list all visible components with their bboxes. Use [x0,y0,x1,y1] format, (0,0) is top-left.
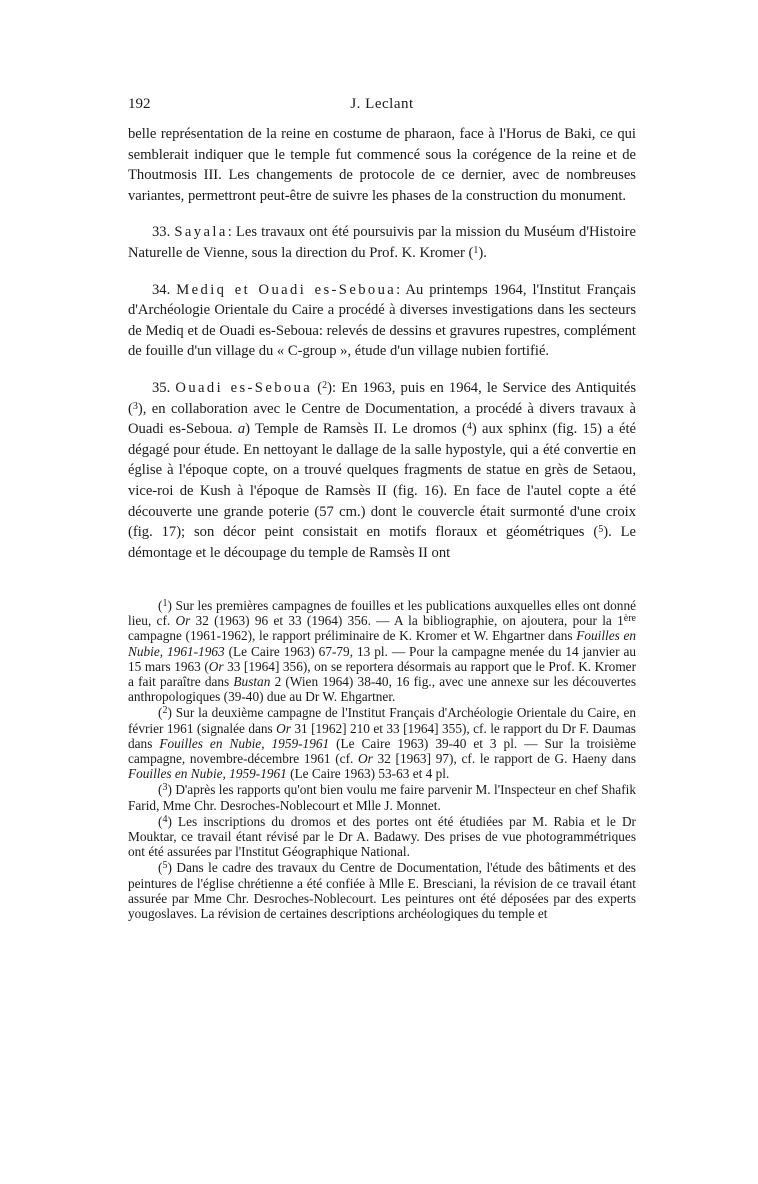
footnote-text: (Le Caire 1963) 39-40 et 3 pl. — Sur la troisième campagne, novembre-décembre 1961 (cf. [128,735,636,767]
page-number: 192 [128,96,151,112]
footnote-text: (Le Caire 1963) 53-63 et 4 pl. [286,766,450,782]
footnote-marker: 5 [162,860,168,872]
section-34 [128,280,636,362]
journal-abbrev: Or [175,613,191,629]
journal-abbrev: Or [276,720,291,736]
journal-abbrev: Or [358,751,373,767]
section-35: 35. Ouadi es-Seboua ($^2$): En 1963, puis en 1964, le Service des Antiquités ($^3$), en collaboration avec le Centre de Documentation, a procédé à divers travaux à Ouadi es-Seboua. a) Temple de Ramsès II. Le dromos ($^4$) aux sphinx (fig. 15) a été dégagé pour étude. En nettoyant le dallage de la salle hypostyle, qui a été convertie en église à l'époque copte, on a trouvé quelques fragments de statue en grès de Setaou, vice-roi de Kush à l'époque de Ramsès II (fig. 16). En face de l'autel copte a été découverte une grande poterie (57 cm.) dont le couvercle était surmonté d'une croix (fig. 17); son décor peint consistait en motifs floraux et géométriques ($^5$). Le démontage et le découpage du temple de Ramsès II ont [128,379,637,561]
paragraph-continuation: belle représentation de la reine en costume de pharaon, face à l'Horus de Baki, ce qui semblerait indiquer que le temple fut commencé sous la corégence de la reine et de Thoutmosis III. Les changements de protocole de ce dernier, avec de nombreuses variantes, permettront peut-être de suivre les phases de la construction du monument. [128,126,636,204]
footnote-4: ($^4$) Les inscriptions du dromos et des portes ont été étudiées par M. Rabia et le Dr Mouktar, ce travail étant révisé par le Dr A. Badawy. Des prises de vue photogrammétriques ont été assurées par l'Institut Géographique National. [128,813,636,860]
footnote-text: 2 (Wien 1964) 38-40, 16 fig., avec une annexe sur les découvertes anthropologiques (39-40) due au Dr W. Ehgartner. [128,674,636,705]
ordinal-suffix: ère [623,613,636,625]
journal-abbrev: Or [208,658,224,674]
footnote-ref: 4 [466,421,472,433]
body-text [128,124,636,563]
footnote-ref: 2 [322,379,328,391]
footnote-marker: 1 [162,598,168,609]
section-number: 34. [152,281,171,298]
footnote-1: ($^1$) Sur les premières campagnes de fouilles et les publications auxquelles elles ont donné lieu, cf. Or 32 (1963) 96 et 33 (1964) 356. — A la bibliographie, on ajoutera, pour la 1ère campagne (1961-1962), le rapport préliminaire de K. Kromer et W. Ehgartner dans Fouilles en Nubie, 1961-1963 (Le Caire 1963) 67-79, 13 pl. — Pour la campagne menée du 14 janvier au 15 mars 1963 (Or 33 [1964] 356), on se reportera désormais au rapport que le Prof. K. Kromer a fait paraître dans Bustan 2 (Wien 1964) 38-40, 16 fig., avec une annexe sur les découvertes anthropologiques (39-40) due au Dr W. Ehgartner. [128,598,637,705]
footnote-ref: 1 [473,244,479,256]
footnote-marker: 4 [162,813,168,825]
section-text: ). Le démontage et le découpage du temple de Ramsès II ont [128,524,636,561]
section-text: ) aux sphinx (fig. 15) a été dégagé pour étude. En nettoyant le dallage de la salle hypostyle, qui a été convertie en église à l'époque copte, on a trouvé quelques fragments de statue en grès de Setaou, vice-roi de Kush à l'époque de Ramsès II (fig. 16). En face de l'autel copte a été découverte une grande poterie (57 cm.) dont le couvercle était surmonté d'une croix (fig. 17); son décor peint consistait en motifs floraux et géométriques ( [128,421,637,541]
section-text: : Au printemps 1964, l'Institut Français d'Archéologie Orientale du Caire a procédé à diverses investigations dans les secteurs de Mediq et de Ouadi es-Seboua: relevés de dessins et gravures rupestres, complément de fouille d'un village du « C-group », étude d'un village nubien fortifié. [128,281,636,360]
footnote-text: D'après les rapports qu'ont bien voulu me faire parvenir M. l'Inspecteur en chef Shafik Farid, Mme Chr. Desroches-Noblecourt et Mlle J. Monnet. [128,782,636,813]
publication-title: Fouilles en Nubie, 1961-1963 [128,628,637,659]
footnote-marker: 2 [162,705,168,717]
section-text: ). [478,244,487,261]
site-name: Ouadi es-Seboua [175,379,313,396]
running-head-author: J. Leclant [350,96,414,112]
section-text: : Les travaux ont été poursuivis par la mission du Muséum d'Histoire Naturelle de Vienne, sous la direction du Prof. K. Kromer ( [128,224,636,261]
footnote-text: Les inscriptions du dromos et des portes ont été étudiées par M. Rabia et le Dr Mouktar, ce travail étant révisé par le Dr A. Badawy. Des prises de vue photogrammétriques ont été assurées par l'Institut Géographique National. [128,813,636,860]
footnote-text: (Le Caire 1963) 67-79, 13 pl. — Pour la campagne menée du 14 janvier au 15 mars 1963 ( [128,643,637,674]
footnote-2: ($^2$) Sur la deuxième campagne de l'Institut Français d'Archéologie Orientale du Caire, en février 1961 (signalée dans Or 31 [1962] 210 et 33 [1964] 355), cf. le rapport du Dr F. Daumas dans Fouilles en Nubie, 1959-1961 (Le Caire 1963) 39-40 et 3 pl. — Sur la troisième campagne, novembre-décembre 1961 (cf. Or 32 [1963] 97), cf. le rapport de G. Haeny dans Fouilles en Nubie, 1959-1961 (Le Caire 1963) 53-63 et 4 pl. [128,705,636,782]
section-33 [128,222,636,263]
page [128,96,636,579]
section-number: 35. [152,379,171,396]
footnote-ref: 3 [132,400,138,412]
list-label: a [237,421,246,438]
running-head [128,96,636,118]
section-text: ), en collaboration avec le Centre de Documentation, a procédé à divers travaux à Ouadi es-Seboua. [128,400,636,438]
footnote-ref: 5 [598,524,604,536]
site-name: Sayala [174,224,228,241]
section-number: 33. [152,224,171,241]
footnotes [128,598,636,922]
journal-title: Bustan [233,674,271,690]
footnote-text: campagne (1961-1962), le rapport préliminaire de K. Kromer et W. Ehgartner dans [128,628,577,644]
footnote-text: Dans le cadre des travaux du Centre de Documentation, l'étude des bâtiments et des peintures de l'église chrétienne a été confiée à Mlle E. Bresciani, la révision de ce travail étant assurée par Mme Chr. Desroches-Noblecourt. Les peintures ont été déposées par des experts yougoslaves. La révision de certaines descriptions archéologiques du temple et [128,860,636,922]
site-name: Mediq et Ouadi es-Seboua [176,281,397,298]
publication-title: Fouilles en Nubie, 1959-1961 [159,735,330,751]
footnote-text: 32 (1963) 96 et 33 (1964) 356. — A la bibliographie, on ajoutera, pour la [190,613,618,629]
footnote-text: 31 [1962] 210 et 33 [1964] 355), cf. le rapport du Dr F. Daumas dans [128,720,636,751]
footnote-text: 33 [1964] 356), on se reportera désormais au rapport que le Prof. K. Kromer a fait paraître dans [128,658,637,690]
section-text: : En 1963, puis en 1964, le Service des Antiquités ( [128,379,637,417]
footnote-text: 32 [1963] 97), cf. le rapport de G. Haeny dans [372,751,636,767]
publication-title: Fouilles en Nubie, 1959-1961 [128,766,287,782]
footnote-3: ($^3$) D'après les rapports qu'ont bien voulu me faire parvenir M. l'Inspecteur en chef Shafik Farid, Mme Chr. Desroches-Noblecourt et Mlle J. Monnet. [128,782,636,813]
footnote-marker: 3 [162,782,168,794]
section-text: ) Temple de Ramsès II. Le dromos ( [245,421,467,438]
footnote-5: ($^5$) Dans le cadre des travaux du Centre de Documentation, l'étude des bâtiments et des peintures de l'église chrétienne a été confiée à Mlle E. Bresciani, la révision de ce travail étant assurée par Mme Chr. Desroches-Noblecourt. Les peintures ont été déposées par des experts yougoslaves. La révision de certaines descriptions archéologiques du temple et [128,860,636,922]
footnote-text: Sur la deuxième campagne de l'Institut Français d'Archéologie Orientale du Caire, en février 1961 (signalée dans [128,705,636,736]
footnote-text: Sur les premières campagnes de fouilles et les publications auxquelles elles ont donné lieu, cf. [128,598,636,629]
